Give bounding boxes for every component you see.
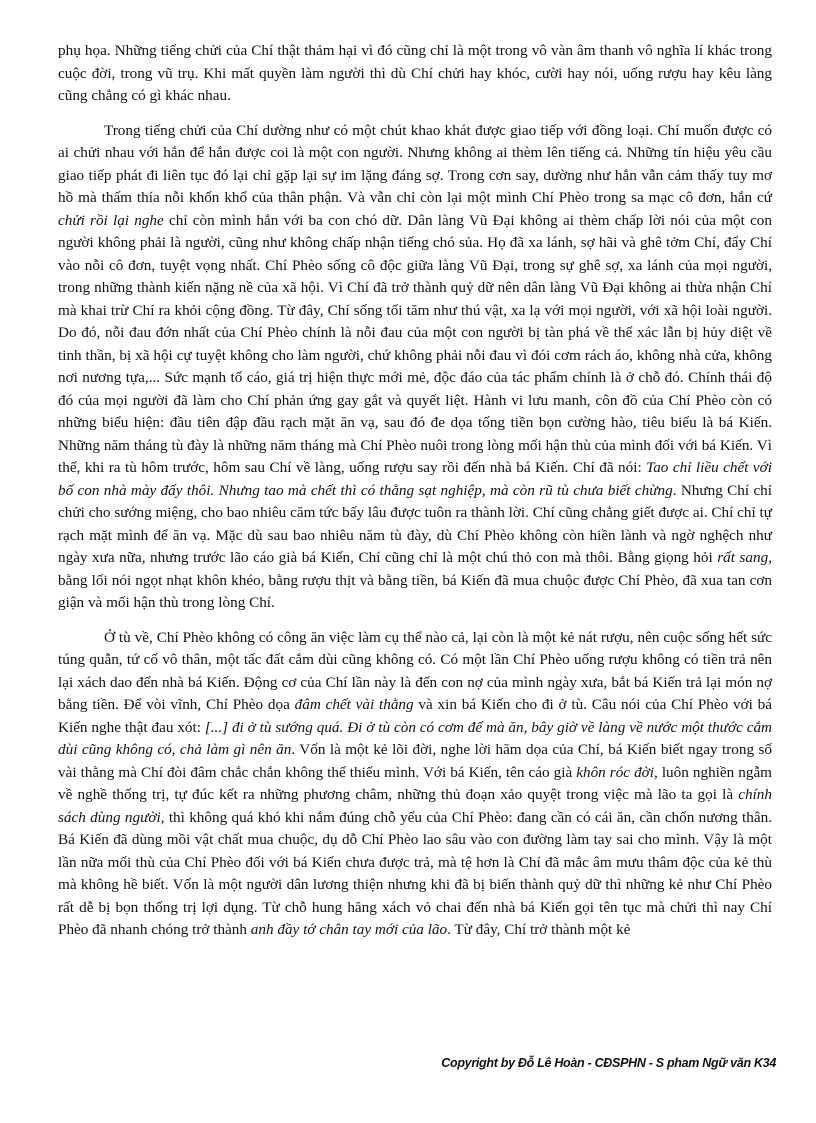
italic-quote: anh đầy tớ chân tay mới của lão [250,921,448,938]
paragraph [58,627,772,942]
text-run: . Nhưng Chí chỉ chửi cho sướng miệng, cho bao nhiêu căm tức bấy lâu được tuôn ra thành lời. Chí cũng chẳng giết được ai. Chí chỉ tự rạch mặt mình để ăn vạ. Mặc dù sau bao nhiêu năm tù đày, dù Chí Phèo không còn hiền lành và ngờ nghệch như ngày xưa nữa, nhưng trước lão cáo già bá Kiến, Chí cũng chỉ là một chú thỏ con mà thôi. Bằng giọng hỏi [58,481,772,566]
text-run: . Vốn là một kẻ lõi đời, nghe lời hăm dọa của Chí, bá Kiến biết ngay trong số vài thằng mà Chí đòi đâm chắc chắn không thể thiếu mình. Với bá Kiến, tên cáo già [58,741,772,781]
italic-quote: rất sang [717,549,769,566]
text-run: Ở tù về, Chí Phèo không có công ăn việc làm cụ thể nào cả, lại còn là một kẻ nát rượu, nên cuộc sống hết sức túng quẫn, tứ cố vô thân, một tấc đất cắm dùi cũng không có. Có một lần Chí Phèo uống rượu không có tiền trả nên lại xách dao đến nhà bá Kiến. Động cơ của Chí lần này là đến con nợ của mình ngày xưa, bắt bá Kiến trả lại món nợ bằng tiền. Để vòi vĩnh, Chí Phèo dọa [58,628,772,713]
italic-quote: chính sách dùng người [58,786,772,826]
text-run: và xin bá Kiến cho đi ở tù. Câu nói của Chí Phèo với bá Kiến nghe thật đau xót: [58,696,772,736]
text-run: phụ họa. Những tiếng chửi của Chí thật thảm hại vì đó cũng chỉ là một trong vô vàn âm thanh vô nghĩa lí khác trong cuộc đời, trong vũ trụ. Khi mất quyền làm người thì dù Chí chửi hay khóc, cười hay nói, uống rượu hay kêu làng cũng chẳng có gì khác nhau. [58,42,772,104]
paragraph [58,40,772,108]
italic-quote: khôn róc đời [576,763,654,781]
text-run: chỉ còn mình hắn với ba con chó dữ. Dân làng Vũ Đại không ai thèm chấp lời nói của một con người không phải là người, cũng như không chấp nhận tiếng chó sủa. Họ đã xa lánh, sợ hãi và ghê tởm Chí, đẩy Chí vào nỗi cô đơn, tuyệt vọng nhất. Chí Phèo sống cô độc giữa làng Vũ Đại, trong sự ghê sợ, xa lánh của mọi người, trong những thành kiến nặng nề của xã hội. Vì Chí đã trở thành quỷ dữ nên dân làng Vũ Đại không ai thừa nhận Chí mà khai trừ Chí ra khỏi cộng đồng. Từ đây, Chí sống tối tăm như thú vật, xa lạ với mọi người, với xã hội loài người. Do đó, nỗi đau đớn nhất của Chí Phèo chính là nỗi đau của một con người bị tàn phá về thể xác lẫn bị hủy diệt về tinh thần, bị xã hội cự tuyệt không cho làm người, chứ không phải nỗi đau vì đói cơm rách áo, không nhà cửa, không nơi nương tựa,... Sức mạnh tố cáo, giá trị hiện thực mới mẻ, độc đáo của tác phẩm chính là ở chỗ đó. Chính thái độ đó của mọi người đã làm cho Chí phản ứng gay gắt và quyết liệt. Hành vi lưu manh, côn đồ của Chí Phèo còn có những biểu hiện: đầu tiên đập đầu rạch mặt ăn vạ, sau đó đe dọa tống tiền bọn cường hào, tiêu biểu là bá Kiến. Những năm tháng tù đày là những năm tháng mà Chí Phèo nuôi trong lòng mối hận thù của mình đối với bá Kiến. Vì thế, khi ra tù hôm trước, hôm sau Chí về làng, uống rượu say rồi đến nhà bá Kiến. Chí đã nói: [58,211,772,476]
page-footer-copyright: Copyright by Đỗ Lê Hoàn - CĐSPHN - S pham Ngữ văn K34 [441,1056,776,1070]
italic-quote: [...] đi ở tù sướng quá. Đi ở tù còn có cơm để mà ăn, bây giờ về làng về nước một thước cắm dùi cũng không có, chả làm gì nên ăn [58,718,773,758]
text-run: , thì không quá khó khi nắm đúng chỗ yếu của Chí Phèo: đang cần có cái ăn, cần chốn nương thân. Bá Kiến đã dùng mồi vật chất mua chuộc, dụ dỗ Chí Phèo lao sâu vào con đường làm tay sai cho mình. Vậy là một lần nữa mối thù của Chí Phèo đối với bá Kiến chưa được trả, mà tệ hơn là Chí đã mắc âm mưu thâm độc của kẻ thù mà không hề biết. Vốn là một người dân lương thiện nhưng khi đã bị biến thành quỷ dữ thì những kẻ như Chí Phèo rất dễ bị bọn thống trị lợi dụng. Từ chỗ hung hăng xách vỏ chai đến nhà bá Kiến gọi tên tục mà chửi thì nay Chí Phèo đã nhanh chóng trở thành [58,808,772,938]
text-run: . Từ đây, Chí trở thành một kẻ [447,921,631,938]
paragraph [58,120,772,615]
italic-quote: đâm chết vài thằng [294,696,414,713]
body-text [58,40,772,942]
text-run: Trong tiếng chửi của Chí dường như có một chút khao khát được giao tiếp với đồng loại. Chí muốn được có ai chửi nhau với hắn để hắn được coi là một con người. Nhưng không ai thèm lên tiếng cả. Những tín hiệu yêu cầu giao tiếp phát đi liên tục đó lại chỉ gặp lại sự im lặng đáng sợ. Trong cơn say, dường như hắn vẫn cảm thấy tuy mơ hồ mà thấm thía nỗi khốn khổ của thân phận. Và vẫn chỉ còn lại một mình Chí Phèo trong sa mạc cô đơn, hắn cứ [58,121,772,206]
text-run: , luôn nghiền ngẫm về nghề thống trị, tự đúc kết ra những phương châm, những thủ đoạn xảo quyệt trong việc mà lão ta gọi là [58,763,772,803]
text-run: , bằng lối nói ngọt nhạt khôn khéo, bằng rượu thịt và bằng tiền, bá Kiến đã mua chuộc được Chí Phèo, đã xua tan cơn giận và mối hận thù trong lòng Chí. [58,549,772,611]
italic-quote: Tao chỉ liều chết với bố con nhà mày đấy thôi. Nhưng tao mà chết thì có thằng sạt nghiệp, mà còn rũ tù chưa biết chừng [58,459,772,499]
italic-quote: chửi rồi lại nghe [58,211,164,229]
